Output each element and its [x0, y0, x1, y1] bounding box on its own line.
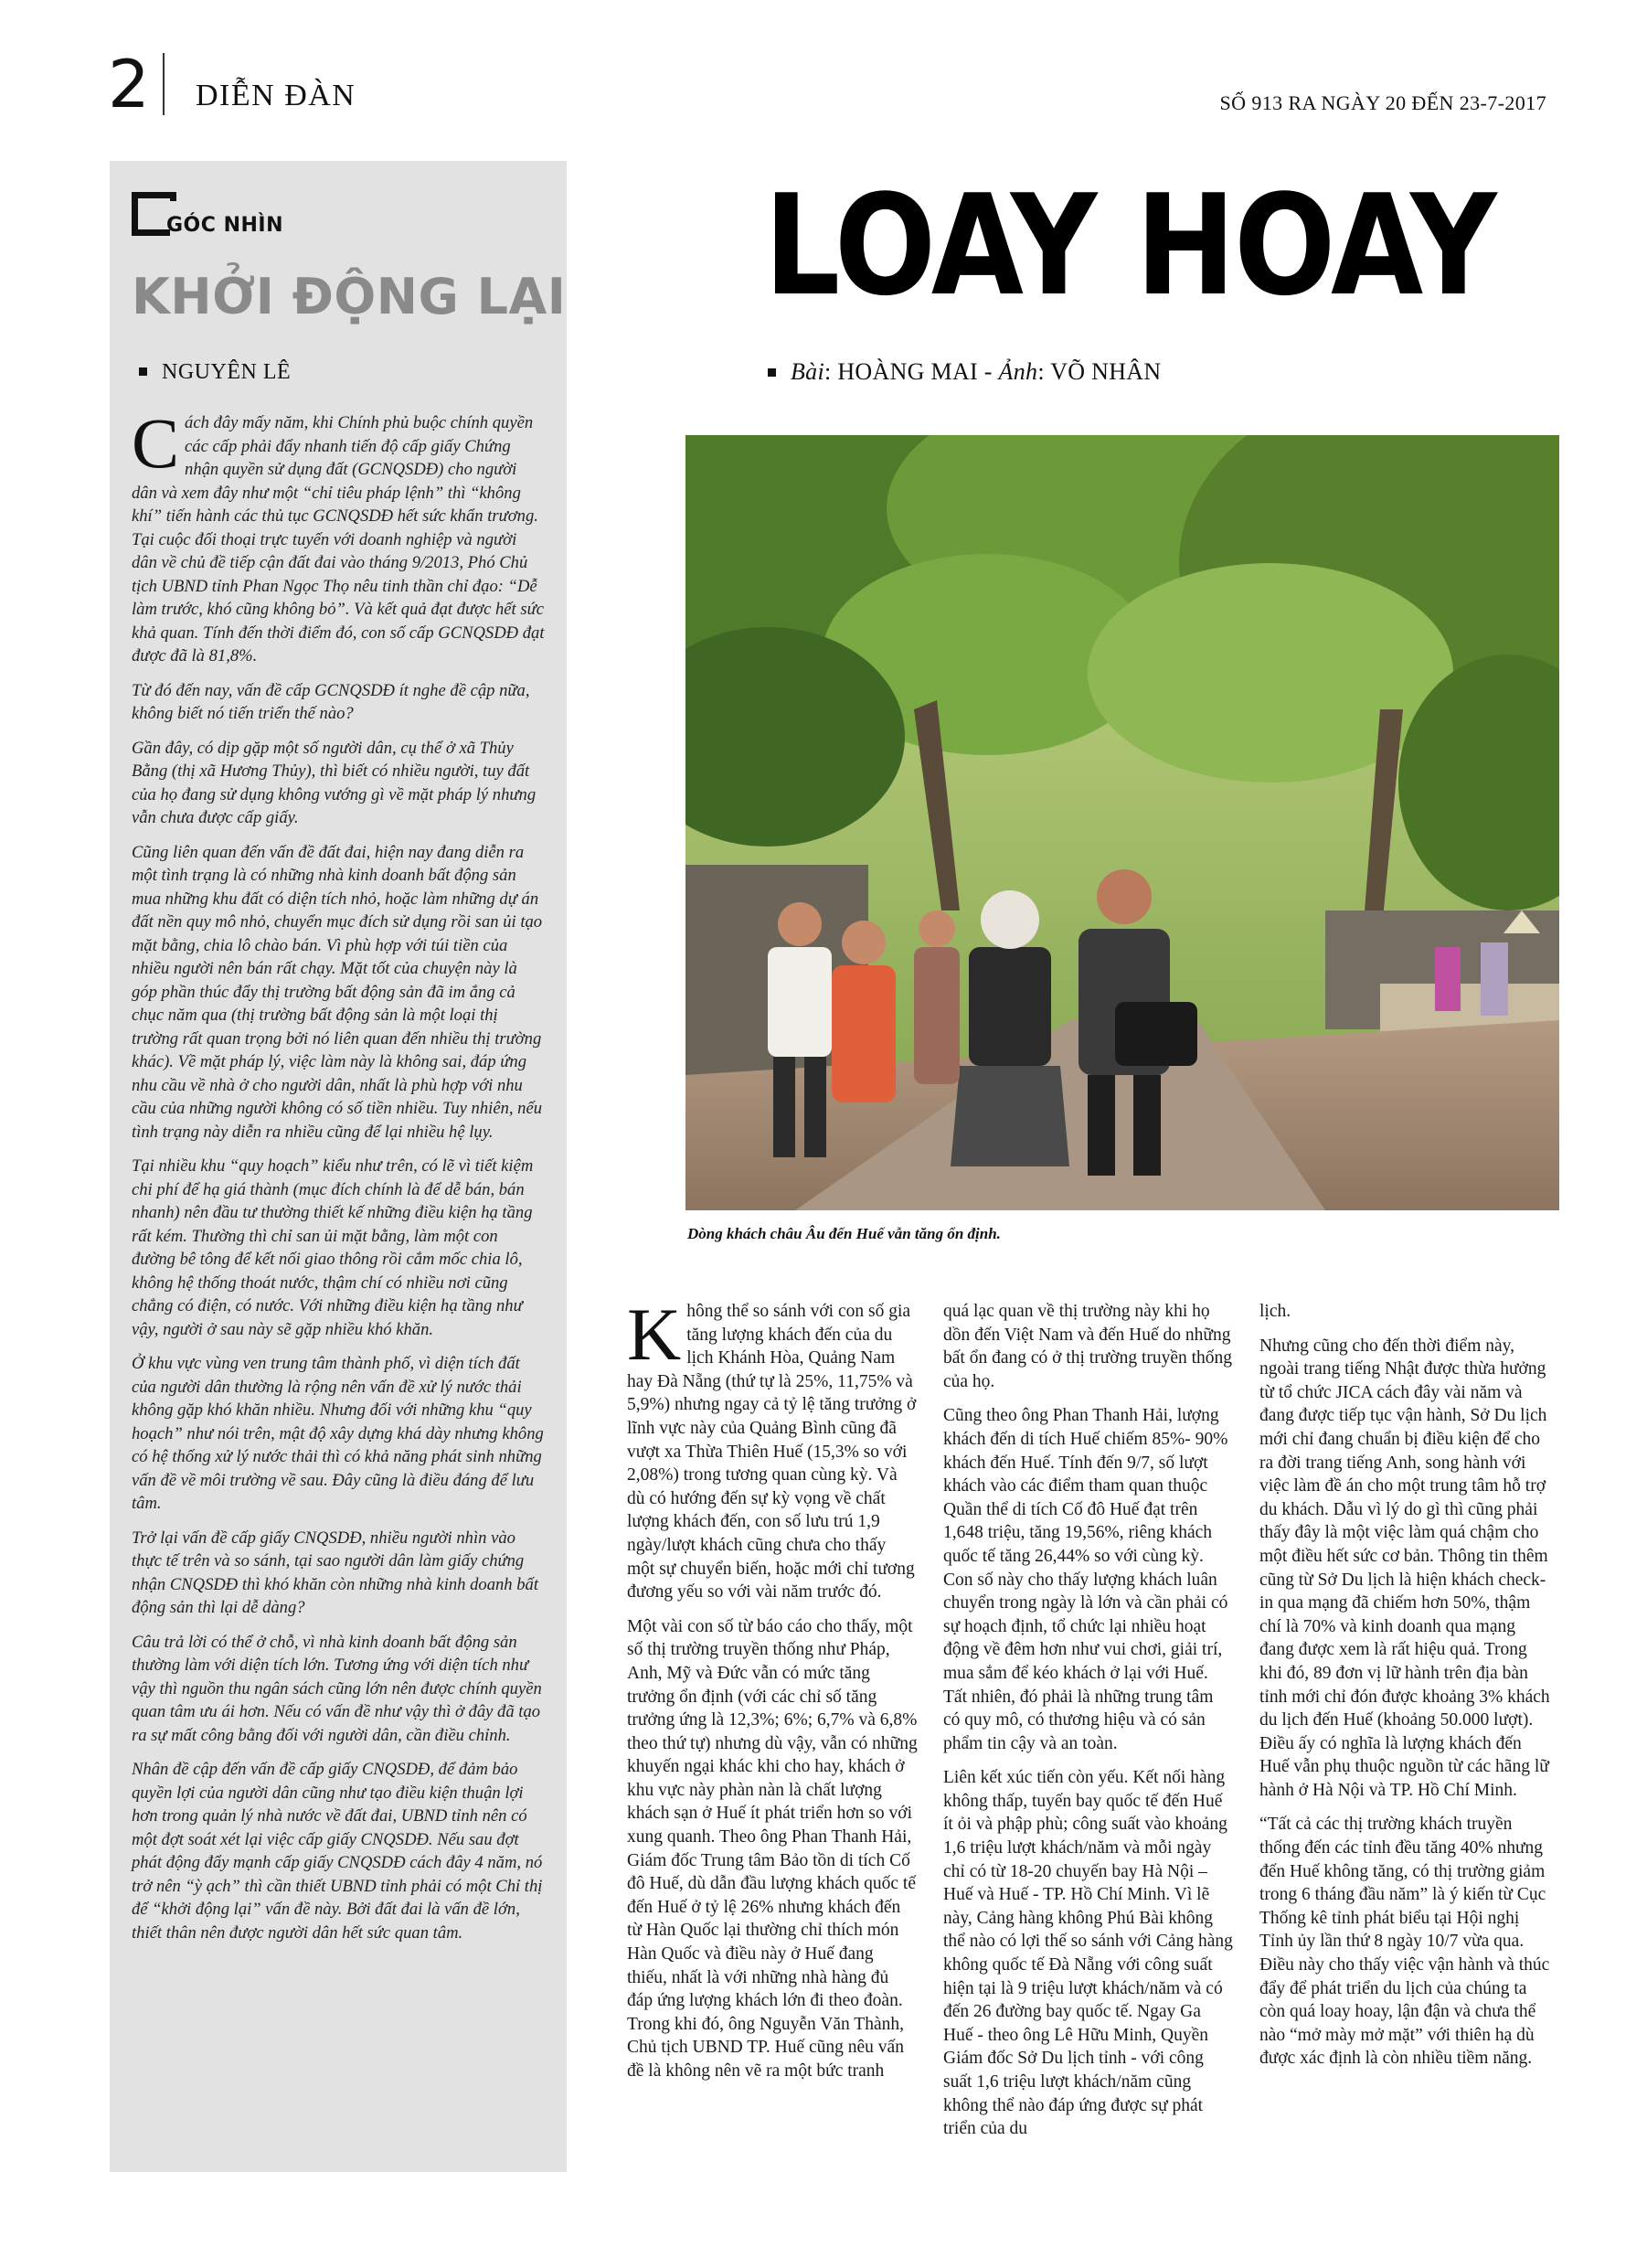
- article-photo: [685, 435, 1559, 1210]
- photo-tourists-walking: [685, 435, 1559, 1210]
- article-column-2: [943, 1300, 1234, 2152]
- sidebar-paragraph: Cũng liên quan đến vấn đề đất đai, hiện nay đang diễn ra một tình trạng là có những nhà kinh doanh bất động sản mua những khu đất có diện tích nhỏ, hoặc làm những dự án đất nền quy mô nhỏ, chuyển mục đích sử dụng rồi san ủi tạo mặt bằng, chia lô chào bán. Vì phù hợp với túi tiền của nhiều người nên bán rất chạy. Mặt tốt của chuyện này là góp phần thúc đẩy thị trường bất động sản đã im ắng cả chục năm qua (thị trường bất động sản là một loại thị trường rất quan trọng bởi nó liên quan đến nhiều thị trường khác). Về mặt pháp lý, việc làm này là không sai, đáp ứng nhu cầu về nhà ở cho người dân, nhất là phù hợp với nhu cầu của những người không có số tiền nhiều. Tuy nhiên, nếu tình trạng này diễn ra nhiều cũng để lại nhiều hệ lụy.: [132, 842, 543, 1142]
- section-name: DIỄN ĐÀN: [196, 79, 356, 112]
- article-paragraph: quá lạc quan về thị trường này khi họ dồn đến Việt Nam và đến Huế do những bất ổn đang có ở thị trường truyền thống của họ.: [943, 1302, 1233, 1391]
- column-label: GÓC NHÌN: [166, 214, 283, 237]
- article-paragraph: lịch.: [1259, 1302, 1291, 1321]
- article-paragraph: Một vài con số từ báo cáo cho thấy, một số thị trường truyền thống như Pháp, Anh, Mỹ và Đức vẫn có mức tăng trưởng ổn định (với các chỉ số tăng trưởng ứng là 12,3%; 6%; 6,7% và 6,8% theo thứ tự) nhưng dù vậy, vẫn có những khuyến ngại khác khi cho hay, khách ở khu vực này phàn nàn là chất lượng khách sạn ở Huế ít phát triển hơn so với xung quanh. Theo ông Phan Thanh Hải, Giám đốc Trung tâm Bảo tồn di tích Cố đô Huế, dù dẫn đầu lượng khách quốc tế đến Huế ở tỷ lệ 26% nhưng khách đến từ Hàn Quốc lại thường chỉ thích món Hàn Quốc và điều này ở Huế đang thiếu, nhất là với những nhà hàng đủ đáp ứng lượng khách lớn đi theo đoàn. Trong khi đó, ông Nguyễn Văn Thành, Chủ tịch UBND TP. Huế cũng nêu vấn đề là không nên vẽ ra một bức tranh: [627, 1616, 918, 2081]
- sidebar-dropcap: C: [132, 403, 180, 483]
- sidebar-paragraph: Câu trả lời có thể ở chỗ, vì nhà kinh doanh bất động sản thường làm với diện tích lớn. Tương ứng với diện tích như vậy thì nguồn thu ngân sách cũng lớn nên được chính quyền quan tâm ưu ái hơn. Nếu có vấn đề như vậy thì ở đây đã tạo ra sự mất công bằng đối với người dân, cần điều chỉnh.: [132, 1632, 542, 1745]
- page-number: 2: [108, 46, 148, 122]
- sidebar-paragraph: Từ đó đến nay, vấn đề cấp GCNQSDĐ ít nghe đề cập nữa, không biết nó tiến triển thế nào?: [132, 680, 530, 723]
- article-paragraph: Liên kết xúc tiến còn yếu. Kết nối hàng không thấp, tuyến bay quốc tế đến Huế ít ỏi và phập phù; công suất vào khoảng 1,6 triệu lượt khách/năm và mỗi ngày chỉ có từ 18-20 chuyến bay Hà Nội – Huế và Huế - TP. Hồ Chí Minh. Vì lẽ này, Cảng hàng không Phú Bài không thể nào có lợi thế so sánh với Cảng hàng không quốc tế Đà Nẵng với công suất hiện tại là 9 triệu lượt khách/năm và có đến 26 đường bay quốc tế. Ngay Ga Huế - theo ông Lê Hữu Minh, Quyền Giám đốc Sở Du lịch tỉnh - với công suất 1,6 triệu lượt khách/năm cũng không thể nào đáp ứng được sự phát triển của du: [943, 1768, 1233, 2139]
- bullet-square-icon: [139, 367, 147, 376]
- photo-caption: Dòng khách châu Âu đến Huế vẫn tăng ổn định.: [687, 1225, 1001, 1242]
- sidebar-body: [132, 403, 545, 1955]
- sidebar-paragraph: Ở khu vực vùng ven trung tâm thành phố, vì diện tích đất của người dân thường là rộng nên vấn đề xử lý nước thải không gặp khó khăn nhiều. Nhưng đối với những khu “quy hoạch” như nói trên, mật độ xây dựng khá dày nhưng không có hệ thống xử lý nước thải thì có khả năng phát sinh những vấn đề về môi trường về sau. Đây cũng là điều đáng để lưu tâm.: [132, 1354, 544, 1513]
- issue-info: SỐ 913 RA NGÀY 20 ĐẾN 23-7-2017: [1219, 91, 1546, 114]
- sidebar-author-name: NGUYÊN LÊ: [162, 360, 292, 384]
- sidebar-paragraph: Nhân đề cập đến vấn đề cấp giấy CNQSDĐ, để đảm bảo quyền lợi của người dân cũng như tạo điều kiện thuận lợi hơn trong quản lý nhà nước về đất đai, UBND tỉnh nên có một đợt soát xét lại việc cấp giấy CNQSDĐ. Nếu sau đợt phát động đẩy mạnh cấp giấy CNQSDĐ cách đây 4 năm, nó trở nên “ỳ ạch” thì cần thiết UBND tỉnh phải có một Chỉ thị để “khởi động lại” vấn đề này. Bởi đất đai là vấn đề lớn, thiết thân nên được người dân hết sức quan tâm.: [132, 1760, 543, 1943]
- article-dropcap: K: [627, 1293, 682, 1376]
- sidebar-paragraph: Trở lại vấn đề cấp giấy CNQSDĐ, nhiều người nhìn vào thực tế trên và so sánh, tại sao người dân làm giấy chứng nhận CNQSDĐ thì khó khăn còn những nhà kinh doanh bất động sản thì lại dễ dàng?: [132, 1528, 538, 1617]
- article-column-3: [1259, 1300, 1550, 2082]
- corner-bracket-icon: [132, 192, 170, 236]
- sidebar-paragraph: Tại nhiều khu “quy hoạch” kiểu như trên, có lẽ vì tiết kiệm chi phí để hạ giá thành (mục đích chính là để dễ bán, bán nhanh) nên đầu tư thường thiết kế những điều kiện hạ tầng rất kém. Thường thì chỉ san ủi mặt bằng, làm một con đường bê tông để kết nối giao thông rồi cắm mốc chia lô, không hệ thống thoát nước, thậm chí có nhiều nơi cũng chẳng có điện, có nước. Với những điều kiện hạ tầng như vậy, người ở sau này sẽ gặp nhiều khó khăn.: [132, 1156, 534, 1339]
- article-title: LOAY HOAY: [764, 165, 1495, 326]
- header-divider: [163, 53, 165, 115]
- sidebar-paragraph: Cách đây mấy năm, khi Chính phủ buộc chính quyền các cấp phải đẩy nhanh tiến độ cấp giấy Chứng nhận quyền sử dụng đất (GCNQSDĐ) cho người dân và xem đây như một “chỉ tiêu pháp lệnh” thì “không khí” tiến hành các thủ tục GCNQSDĐ hết sức khẩn trương. Tại cuộc đối thoại trực tuyến với doanh nghiệp và người dân về chủ đề tiếp cận đất đai vào tháng 9/2013, Phó Chủ tịch UBND tỉnh Phan Ngọc Thọ nêu tinh thần chỉ đạo: “Dễ làm trước, khó cũng không bỏ”. Và kết quả đạt được hết sức khả quan. Tính đến thời điểm đó, con số cấp GCNQSDĐ đạt được đã là 81,8%.: [132, 403, 545, 665]
- article-paragraph: “Tất cả các thị trường khách truyền thống đến các tỉnh đều tăng 40% nhưng đến Huế không tăng, có thị trường giảm trong 6 tháng đầu năm” là ý kiến từ Cục Thống kê tỉnh phát biểu tại Hội nghị Tỉnh ủy lần thứ 8 ngày 10/7 vừa qua. Điều này cho thấy việc vận hành và thúc đẩy để phát triển du lịch của chúng ta còn quá loay hoay, lận đận và chưa thể nào “mở mày mở mặt” với thiên hạ dù được xác định là còn nhiều tiềm năng.: [1259, 1815, 1550, 2069]
- article-byline: Bài: HOÀNG MAI - Ảnh: VÕ NHÂN: [768, 358, 1161, 386]
- sidebar-paragraph: Gần đây, có dịp gặp một số người dân, cụ thể ở xã Thủy Bằng (thị xã Hương Thủy), thì biết có nhiều người, tuy đất của họ đang sử dụng không vướng gì về mặt pháp lý nhưng vẫn chưa được cấp giấy.: [132, 738, 537, 827]
- article-paragraph: Nhưng cũng cho đến thời điểm này, ngoài trang tiếng Nhật được thừa hưởng từ tổ chức JICA cách đây vài năm và đang được tiếp tục vận hành, Sở Du lịch mới chỉ đang chuẩn bị điều kiện để cho ra đời trang tiếng Anh, song hành với việc làm đề án cho một trung tâm hỗ trợ du khách. Dẫu vì lý do gì thì cũng phải thấy đây là một việc làm quá chậm cho một điều hết sức cơ bản. Thông tin thêm cũng từ Sở Du lịch là hiện khách check-in qua mạng đã chiếm hơn 50%, thậm chí là 70% và kinh doanh qua mạng đang được xem là rất hiệu quả. Trong khi đó, 89 đơn vị lữ hành trên địa bàn tỉnh mới chỉ đón được khoảng 3% khách du lịch đến Huế (khoảng 50.000 lượt). Điều ấy có nghĩa là lượng khách đến Huế vẫn phụ thuộc nguồn từ các hãng lữ hành ở Hà Nội và TP. Hồ Chí Minh.: [1259, 1336, 1550, 1800]
- bullet-square-icon: [768, 368, 776, 377]
- article-paragraph: Không thể so sánh với con số gia tăng lượng khách đến của du lịch Khánh Hòa, Quảng Nam hay Đà Nẵng (thứ tự là 25%, 11,75% và 5,9%) nhưng ngay cả tỷ lệ tăng trưởng ở lĩnh vực này của Quảng Bình cũng đã vượt xa Thừa Thiên Huế (15,3% so với 2,08%) trong tương quan cùng kỳ. Và dù có hướng đến sự kỳ vọng về chất lượng khách đến, con số lưu trú 1,9 ngày/lượt khách cũng chưa cho thấy một sự chuyển biến, hoặc mới chỉ tương đương yếu so với vài năm trước đó.: [627, 1293, 917, 1603]
- article-paragraph: Cũng theo ông Phan Thanh Hải, lượng khách đến di tích Huế chiếm 85%- 90% khách đến Huế. Tính đến 9/7, số lượt khách vào các điểm tham quan thuộc Quần thể di tích Cố đô Huế đạt trên 1,648 triệu, tăng 19,56%, riêng khách quốc tế tăng 26,44% so với cùng kỳ. Con số này cho thấy lượng khách luân chuyển trong ngày là lớn và cần phải có sự hoạch định, tổ chức lại nhiều hoạt động về đêm hơn như vui chơi, giải trí, mua sắm để kéo khách ở lại với Huế. Tất nhiên, đó phải là những trung tâm có quy mô, có thương hiệu và có sản phẩm tin cậy và an toàn.: [943, 1406, 1228, 1753]
- sidebar-title: KHỞI ĐỘNG LẠI: [132, 268, 567, 325]
- article-column-1: [627, 1293, 918, 2094]
- sidebar-author: [139, 360, 291, 385]
